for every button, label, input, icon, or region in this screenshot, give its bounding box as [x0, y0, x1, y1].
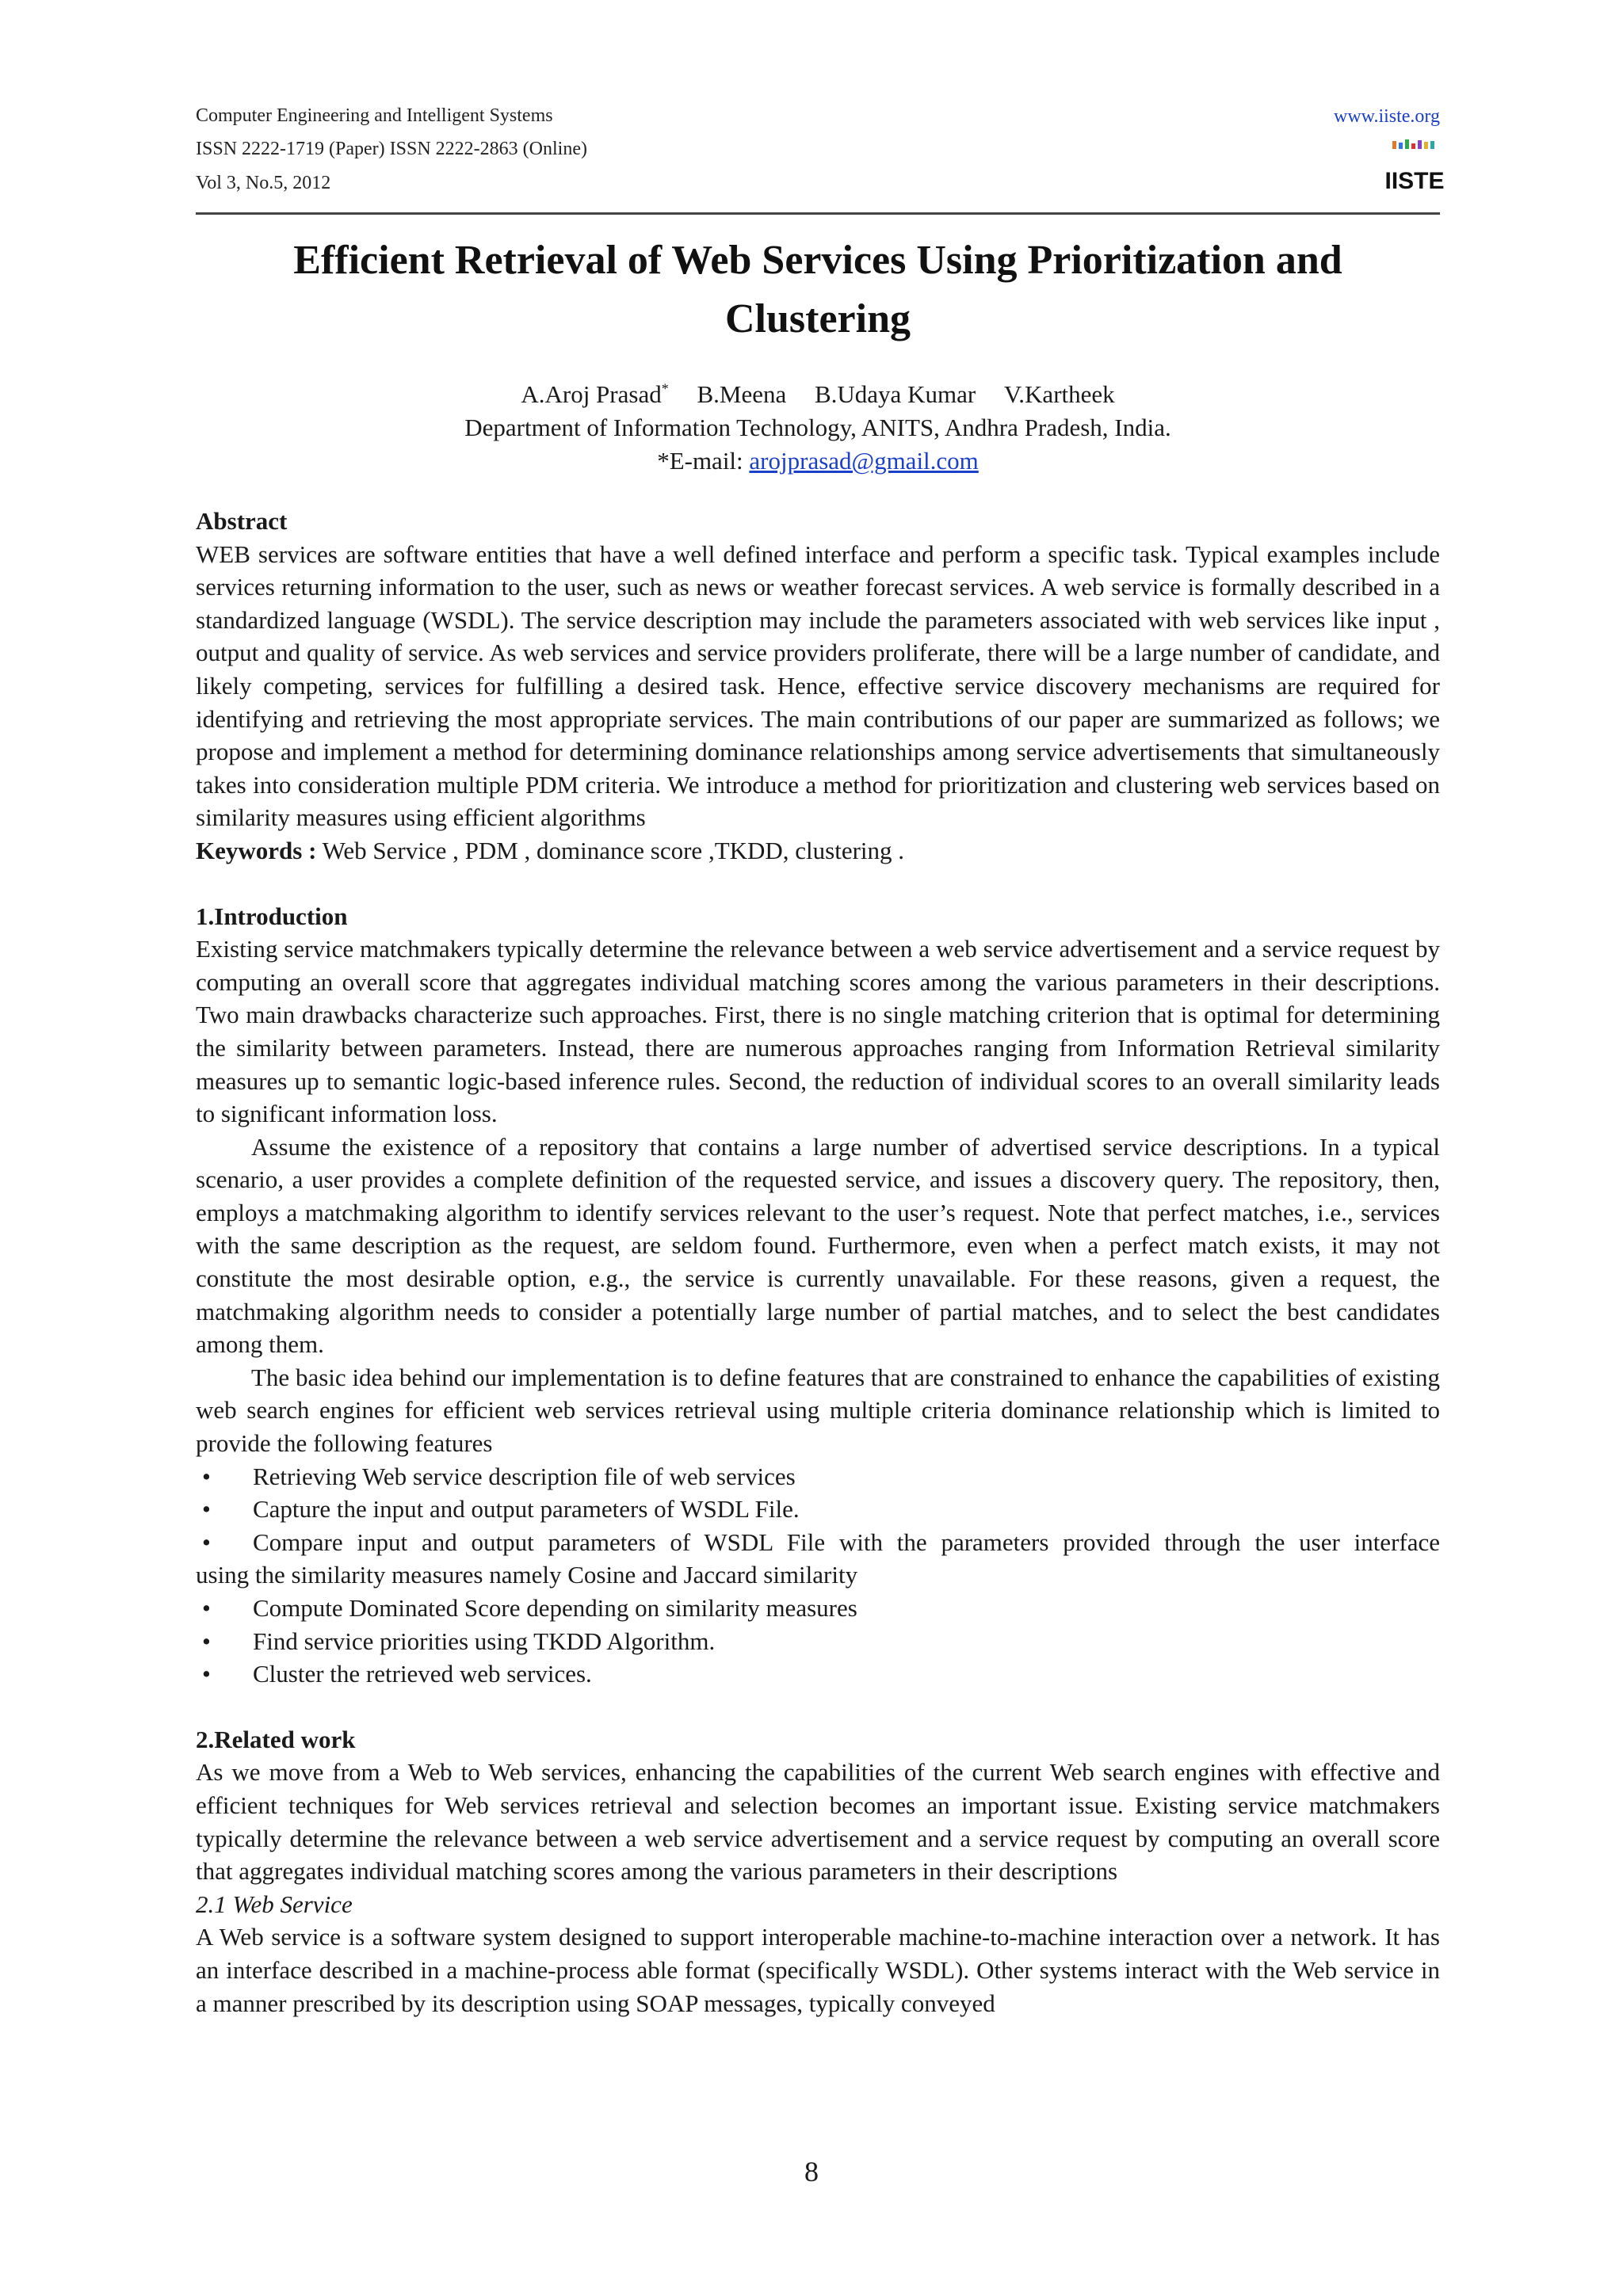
intro-paragraph-2: Assume the existence of a repository that contains a large number of advertised service descriptions. In a typical scenario, a user provides a complete definition of the requested service, and issues a discovery query. The repository, then, employs a matchmaking algorithm to identify services relevant to the user’s request. Note that perfect matches, i.e., services with the same description as the request, are seldom found. Furthermore, even when a perfect match exists, it may not constitute the most desirable option, e.g., the service is currently unavailable. For these reasons, given a request, the matchmaking algorithm needs to consider a potentially large number of partial matches, and to select the best candidates among them.	[196, 1132, 1440, 1359]
journal-url-link[interactable]: www.iiste.org	[1334, 106, 1440, 127]
paper-title: Efficient Retrieval of Web Services Using Prioritization and Clustering	[293, 238, 1342, 341]
author-block	[196, 372, 1440, 478]
list-item: • Retrieving Web service description file of web services	[202, 1462, 796, 1490]
author-name: B.Udaya Kumar	[814, 380, 976, 409]
author-name: V.Kartheek	[1003, 380, 1115, 409]
abstract-heading: Abstract	[196, 507, 288, 535]
list-item: • Compare input and output parameters of WSDL File with the parameters provided through the user interface using the similarity measures namely Cosine and Jaccard similarity	[196, 1527, 1440, 1589]
list-item: • Compute Dominated Score depending on similarity measures	[202, 1594, 857, 1622]
author-names	[196, 372, 1440, 411]
paper-body	[196, 505, 1440, 2019]
header-rule	[196, 212, 1440, 215]
logo-text: IISTE	[1384, 168, 1445, 194]
list-item: • Cluster the retrieved web services.	[202, 1660, 592, 1688]
list-item: • Capture the input and output parameters of WSDL File.	[202, 1495, 800, 1524]
affiliation: Department of Information Technology, ANITS, Andhra Pradesh, India.	[464, 414, 1171, 442]
abstract-text: WEB services are software entities that have a well defined interface and perform a specific task. Typical examples include services returning information to the user, such as news or weather forecast services. A web service is formally described in a standardized language (WSDL). The service description may include the parameters associated with web services like input , output and quality of service. As web services and service providers proliferate, there will be a large number of candidate, and likely competing, services for fulfilling a desired task. Hence, effective service discovery mechanisms are required for identifying and retrieving the most appropriate services. The main contributions of our paper are summarized as follows; we propose and implement a method for determining dominance relationships among service advertisements that simultaneously takes into consideration multiple PDM criteria. We introduce a method for prioritization and clustering web services based on similarity measures using efficient algorithms	[196, 540, 1440, 832]
intro-paragraph-1: Existing service matchmakers typically determine the relevance between a web service advertisement and a service request by computing an overall score that aggregates individual matching scores among the various parameters in their descriptions. Two main drawbacks characterize such approaches. First, there is no single matching criterion that is optimal for determining the similarity between parameters. Instead, there are numerous approaches ranging from Information Retrieval similarity measures up to semantic logic-based inference rules. Second, the reduction of individual scores to an overall similarity leads to significant information loss.	[196, 935, 1440, 1128]
journal-name: Computer Engineering and Intelligent Systems	[196, 105, 553, 126]
page-number: 8	[804, 2156, 819, 2187]
related-paragraph-1: As we move from a Web to Web services, enhancing the capabilities of the current Web search engines with effective and efficient techniques for Web services retrieval and selection becomes an important issue. Existing service matchmakers typically determine the relevance between a web service advertisement and a service request by computing an overall score that aggregates individual matching scores among the various parameters in their descriptions	[196, 1758, 1440, 1886]
author-name: A.Aroj Prasad*	[521, 380, 669, 409]
related-work-heading: 2.Related work	[196, 1725, 356, 1753]
author-name: B.Meena	[697, 380, 787, 409]
web-service-subheading: 2.1 Web Service	[196, 1890, 353, 1918]
volume-line: Vol 3, No.5, 2012	[196, 173, 331, 193]
email-link[interactable]: arojprasad@gmail.com	[749, 447, 979, 475]
feature-list	[196, 1460, 1440, 1691]
keywords-line: Keywords : Web Service , PDM , dominance score ,TKDD, clustering .	[196, 836, 905, 864]
list-item: • Find service priorities using TKDD Algorithm.	[202, 1627, 716, 1655]
email-line: *E-mail: arojprasad@gmail.com	[657, 447, 979, 475]
related-paragraph-2: A Web service is a software system designed to support interoperable machine-to-machine interaction over a network. It has an interface described in a machine-process able format (specifically WSDL). Other systems interact with the Web service in a manner prescribed by its description using SOAP messages, typically conveyed	[196, 1923, 1440, 2017]
issn-line: ISSN 2222-1719 (Paper) ISSN 2222-2863 (Online)	[196, 139, 587, 159]
iiste-logo-icon	[1384, 139, 1445, 195]
intro-paragraph-3: The basic idea behind our implementation is to define features that are constrained to enhance the capabilities of existing web search engines for efficient web services retrieval using multiple criteria dominance relationship which is limited to provide the following features	[196, 1363, 1440, 1458]
introduction-heading: 1.Introduction	[196, 902, 348, 930]
